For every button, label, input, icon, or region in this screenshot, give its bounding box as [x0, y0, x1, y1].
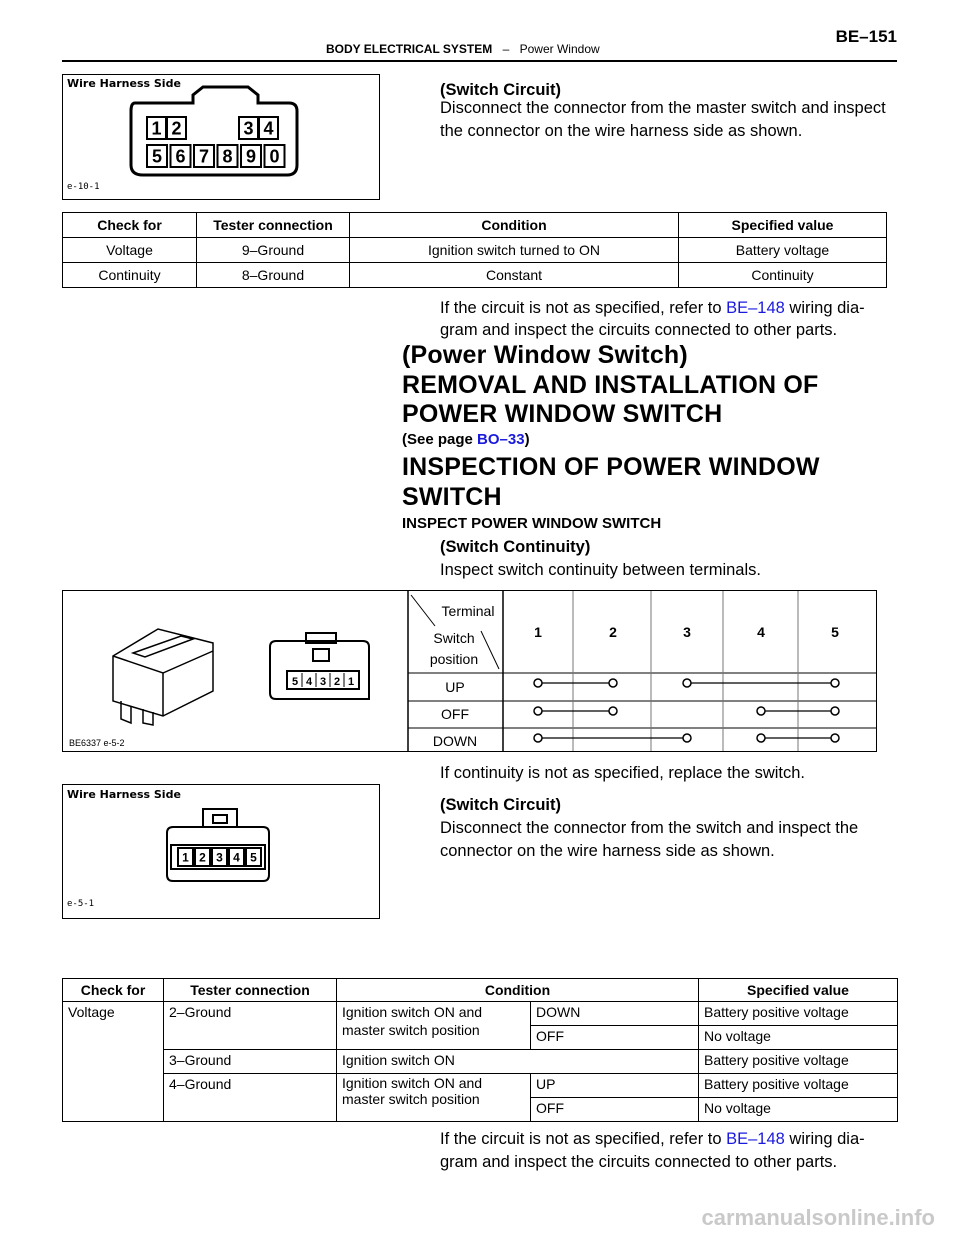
connector-pin — [178, 848, 193, 866]
page-number: BE–151 — [835, 27, 897, 46]
note-line: gram and inspect the circuits connected to other parts. — [440, 321, 838, 339]
connector-pin — [246, 848, 261, 866]
connector-pin — [167, 117, 186, 139]
figure-code: e-10-1 — [67, 182, 100, 192]
table-cell — [337, 1002, 531, 1050]
pin-number: 1 — [347, 676, 355, 688]
table-cell: Battery positive voltage — [699, 1074, 898, 1098]
table-row — [63, 1050, 898, 1074]
column-header: Tester connection — [197, 213, 350, 238]
cell-text: master switch position — [342, 1022, 480, 1038]
table-cell: Voltage — [63, 1002, 164, 1122]
table-cell: No voltage — [699, 1026, 898, 1050]
figure-code: e-5-1 — [67, 899, 95, 909]
connector-pin — [147, 145, 167, 167]
header-diagonal — [411, 595, 435, 626]
wire-harness-figure-2 — [62, 784, 380, 919]
connector-10pin-drawing — [63, 75, 379, 199]
connector-pin — [259, 117, 278, 139]
switch-connector-icon — [270, 633, 369, 699]
column-header: Specified value — [699, 979, 898, 1002]
pin-number: 1 — [151, 118, 162, 139]
position-name: OFF — [441, 706, 469, 722]
switch-continuity-figure — [62, 590, 877, 752]
table-cell: UP — [531, 1074, 699, 1098]
section-title: BODY ELECTRICAL SYSTEM — [326, 42, 493, 56]
pin-number: 7 — [198, 146, 210, 167]
continuity-link — [683, 679, 839, 687]
connector-pin — [194, 145, 214, 167]
page-reference-link[interactable]: BE–148 — [726, 299, 785, 317]
column-header: Tester connection — [164, 979, 337, 1002]
pin-number: 3 — [319, 676, 327, 688]
table-cell: Battery voltage — [679, 238, 887, 263]
connector-pin — [218, 145, 238, 167]
switch-label: Switch — [433, 630, 475, 646]
instruction-line: Disconnect the connector from the switch and inspect the — [440, 819, 859, 837]
pin-number: 5 — [250, 850, 257, 865]
connector-pin — [171, 145, 191, 167]
figure-code: BE6337 e-5-2 — [69, 738, 125, 748]
subsection-title: Power Window — [519, 42, 600, 56]
terminal-number: 5 — [831, 624, 839, 640]
table-header-row — [63, 979, 898, 1002]
header-diagonal — [481, 631, 499, 669]
connector-pin — [229, 848, 244, 866]
terminal-label: Terminal — [441, 603, 495, 619]
pin-number: 2 — [171, 118, 182, 139]
page-reference-link[interactable]: BE–148 — [726, 1130, 785, 1148]
table-row — [63, 238, 887, 263]
pin-number: 9 — [245, 146, 257, 167]
note-line — [440, 1127, 865, 1151]
see-page-text: ) — [524, 431, 530, 448]
instruction-line: the connector on the wire harness side as shown. — [440, 122, 803, 140]
removal-title: POWER WINDOW SWITCH — [402, 400, 723, 428]
page-reference-link[interactable]: BO–33 — [477, 431, 525, 448]
continuity-chart-drawing — [63, 591, 876, 751]
connector-pin — [241, 145, 261, 167]
table-cell: OFF — [531, 1026, 699, 1050]
table-cell: 4–Ground — [164, 1074, 337, 1122]
table-cell: 2–Ground — [164, 1002, 337, 1050]
table-cell: 3–Ground — [164, 1050, 337, 1074]
table-cell: Battery positive voltage — [699, 1050, 898, 1074]
header-rule — [62, 60, 897, 62]
note-line — [440, 296, 865, 320]
connector-pin — [147, 117, 166, 139]
continuity-grid — [408, 591, 876, 751]
header-section — [326, 42, 600, 56]
wire-harness-figure-1 — [62, 74, 380, 200]
cell-text: master switch position — [342, 1091, 480, 1107]
column-header: Condition — [350, 213, 679, 238]
instruction-line: connector on the wire harness side as shown. — [440, 842, 775, 860]
pin-number: 1 — [182, 850, 189, 865]
note-line: gram and inspect the circuits connected to other parts. — [440, 1153, 838, 1171]
instruction-line: Disconnect the connector from the master switch and inspect — [440, 99, 886, 117]
pin-number: 6 — [175, 146, 186, 167]
terminal-number: 2 — [609, 624, 617, 640]
table-cell: 9–Ground — [197, 238, 350, 263]
column-header: Condition — [337, 979, 699, 1002]
table-cell: 8–Ground — [197, 263, 350, 288]
table-cell — [337, 1074, 531, 1122]
figure-label: Wire Harness Side — [67, 788, 181, 801]
inspection-title: INSPECTION OF POWER WINDOW — [402, 453, 820, 481]
cell-text: Ignition switch ON and — [342, 1075, 483, 1091]
position-name: UP — [445, 679, 465, 695]
pin-number: 0 — [269, 146, 280, 167]
switch-continuity-heading: (Switch Continuity) — [440, 538, 591, 556]
removal-title: REMOVAL AND INSTALLATION OF — [402, 371, 819, 399]
connector-pins — [292, 673, 354, 688]
figure-label: Wire Harness Side — [67, 77, 181, 90]
terminal-number: 4 — [757, 624, 765, 640]
see-page-reference — [402, 428, 530, 452]
switch-circuit-heading-2: (Switch Circuit) — [440, 796, 562, 814]
section-title-power-window-switch: (Power Window Switch) — [402, 341, 688, 369]
pin-number: 3 — [216, 850, 223, 865]
pin-number: 5 — [151, 146, 163, 167]
table-row — [63, 1002, 898, 1026]
inspection-table-1 — [62, 212, 887, 288]
column-header: Check for — [63, 213, 197, 238]
pin-number: 4 — [263, 118, 274, 139]
pin-number: 2 — [333, 676, 341, 688]
connector-pins — [147, 117, 285, 167]
table-cell: Constant — [350, 263, 679, 288]
column-header: Specified value — [679, 213, 887, 238]
table-row — [63, 263, 887, 288]
note-text: If the circuit is not as specified, refer to — [440, 1130, 727, 1148]
table-row — [63, 1074, 898, 1098]
inspection-title: SWITCH — [402, 483, 502, 511]
connector-pin — [239, 117, 258, 139]
connector-5pin-drawing — [63, 785, 379, 918]
connector-pin — [212, 848, 227, 866]
connector-pins — [178, 848, 261, 866]
table-cell: Ignition switch turned to ON — [350, 238, 679, 263]
table-cell: No voltage — [699, 1098, 898, 1122]
table-cell: Voltage — [63, 238, 197, 263]
continuity-link — [534, 679, 617, 687]
pin-number: 5 — [291, 676, 299, 688]
table-cell: Ignition switch ON — [337, 1050, 699, 1074]
pin-number: 4 — [305, 676, 313, 688]
pin-number: 2 — [199, 850, 206, 865]
continuity-link — [534, 707, 617, 715]
pin-number: 8 — [222, 146, 233, 167]
note-text: wiring dia- — [784, 299, 865, 317]
header-separator: – — [502, 42, 510, 56]
connector-pin — [195, 848, 210, 866]
switch-circuit-heading-1: (Switch Circuit) — [440, 81, 562, 99]
connector-pin — [265, 145, 285, 167]
note-text: If the circuit is not as specified, refer to — [440, 299, 727, 317]
cell-text: Ignition switch ON and — [342, 1004, 483, 1020]
table-cell: DOWN — [531, 1002, 699, 1026]
switch-body-icon — [113, 629, 213, 725]
instruction-line: Inspect switch continuity between terminals. — [440, 561, 761, 579]
terminal-number: 3 — [683, 624, 691, 640]
terminal-number: 1 — [534, 624, 542, 640]
note-line: If continuity is not as specified, replace the switch. — [440, 764, 806, 782]
watermark: carmanualsonline.info — [701, 1205, 935, 1230]
note-text: wiring dia- — [784, 1130, 865, 1148]
position-label: position — [429, 651, 479, 667]
table-cell: Battery positive voltage — [699, 1002, 898, 1026]
table-cell: Continuity — [63, 263, 197, 288]
continuity-link — [534, 734, 691, 742]
table-cell: Continuity — [679, 263, 887, 288]
see-page-text: (See page — [402, 431, 478, 448]
pin-number: 3 — [243, 118, 254, 139]
inspection-table-2 — [62, 978, 898, 1122]
pin-number: 4 — [233, 850, 240, 865]
inspect-subtitle: INSPECT POWER WINDOW SWITCH — [402, 515, 662, 532]
column-header: Check for — [63, 979, 164, 1002]
table-header-row — [63, 213, 887, 238]
table-cell: OFF — [531, 1098, 699, 1122]
position-name: DOWN — [432, 733, 478, 749]
